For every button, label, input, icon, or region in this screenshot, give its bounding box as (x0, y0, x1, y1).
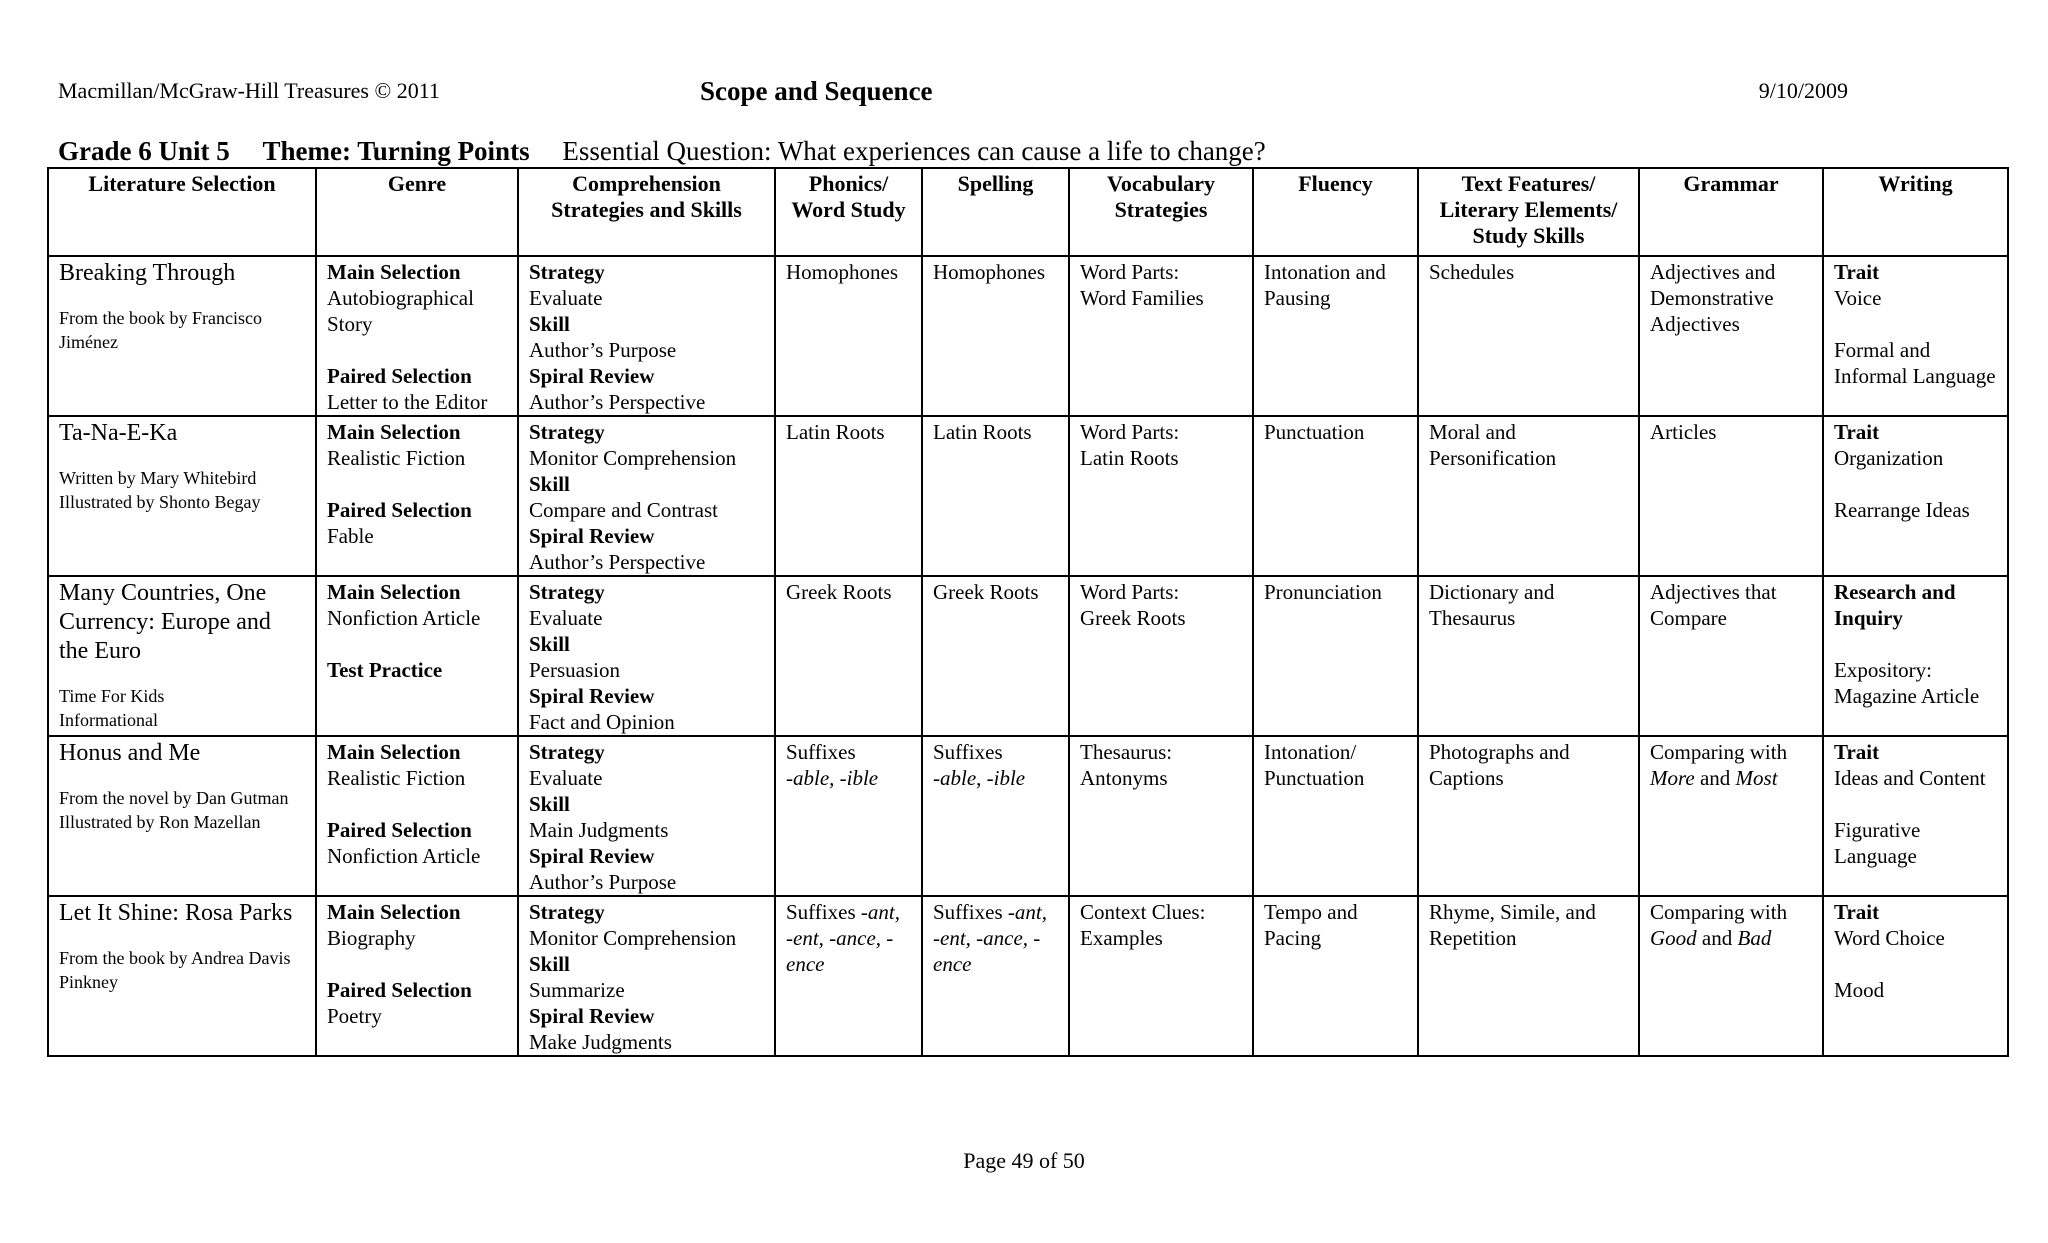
trait-value: Word Choice (1834, 926, 1945, 950)
grammar-and: and (1699, 766, 1731, 790)
literature-cell (48, 256, 316, 416)
comprehension-cell (518, 896, 775, 1056)
col-header-comprehension: Comprehension Strategies and Skills (518, 168, 775, 256)
spelling-cell: Latin Roots (922, 416, 1069, 576)
illustrator-credit: Illustrated by Ron Mazellan (59, 812, 261, 832)
spiral-review-value: Author’s Purpose (529, 870, 677, 894)
skill-value: Main Judgments (529, 818, 669, 842)
spiral-review-label: Spiral Review (529, 844, 655, 868)
phonics-cell: Homophones (775, 256, 922, 416)
selection-credit (59, 684, 305, 732)
vocab-line-1: Word Parts: (1080, 420, 1180, 444)
vocabulary-cell (1069, 576, 1253, 736)
writing-extra: Expository: Magazine Article (1834, 658, 1980, 708)
main-genre: Biography (327, 926, 416, 950)
genre-credit: Informational (59, 710, 158, 730)
trait-value: Ideas and Content (1834, 766, 1986, 790)
trait-label: Trait (1834, 260, 1880, 284)
strategy-label: Strategy (529, 260, 605, 284)
phonics-cell: Greek Roots (775, 576, 922, 736)
spiral-review-label: Spiral Review (529, 684, 655, 708)
trait-value: Voice (1834, 286, 1882, 310)
main-selection-label: Main Selection (327, 420, 461, 444)
col-header-phonics: Phonics/ Word Study (775, 168, 922, 256)
text-features-cell: Photographs and Captions (1418, 736, 1639, 896)
main-selection-label: Main Selection (327, 900, 461, 924)
spelling-line-1: Suffixes (933, 900, 1003, 924)
selection-title: Breaking Through (59, 260, 236, 286)
grammar-cell (1639, 736, 1823, 896)
test-practice-label: Test Practice (327, 658, 443, 682)
source-credit: Time For Kids (59, 686, 165, 706)
paired-genre: Fable (327, 524, 374, 548)
phonics-cell (775, 736, 922, 896)
spelling-cell: Homophones (922, 256, 1069, 416)
table-row (48, 896, 2008, 1056)
skill-label: Skill (529, 952, 570, 976)
grammar-word-1: Good (1650, 926, 1697, 950)
spiral-review-label: Spiral Review (529, 524, 655, 548)
comprehension-cell (518, 416, 775, 576)
grammar-word-2: Most (1735, 766, 1778, 790)
grammar-line-2 (1650, 765, 1812, 791)
trait-value: Organization (1834, 446, 1944, 470)
selection-credit: From the book by Francisco Jiménez (59, 308, 262, 352)
literature-cell (48, 736, 316, 896)
spelling-line-2: -ant, -ent, -ance, -ence (933, 900, 1047, 976)
main-selection-label: Main Selection (327, 260, 461, 284)
genre-cell (316, 256, 518, 416)
col-header-spelling: Spelling (922, 168, 1069, 256)
genre-cell (316, 736, 518, 896)
main-selection-label: Main Selection (327, 580, 461, 604)
genre-cell (316, 576, 518, 736)
skill-label: Skill (529, 792, 570, 816)
grammar-cell (1639, 896, 1823, 1056)
writing-cell (1823, 896, 2008, 1056)
header-row (48, 168, 2008, 256)
vocab-line-2: Antonyms (1080, 766, 1168, 790)
skill-label: Skill (529, 312, 570, 336)
genre-cell (316, 896, 518, 1056)
strategy-label: Strategy (529, 900, 605, 924)
selection-title: Ta-Na-E-Ka (59, 420, 178, 446)
publisher-line: Macmillan/McGraw-Hill Treasures © 2011 (58, 78, 440, 103)
vocab-line-1: Context Clues: (1080, 900, 1206, 924)
fluency-cell: Intonation/ Punctuation (1253, 736, 1418, 896)
phonics-line-1: Suffixes (786, 900, 856, 924)
text-features-cell: Schedules (1418, 256, 1639, 416)
paired-genre: Poetry (327, 1004, 382, 1028)
literature-cell (48, 896, 316, 1056)
col-header-fluency: Fluency (1253, 168, 1418, 256)
paired-genre: Nonfiction Article (327, 844, 481, 868)
vocab-line-2: Greek Roots (1080, 606, 1186, 630)
trait-label: Trait (1834, 420, 1880, 444)
selection-title: Honus and Me (59, 740, 201, 766)
essential-question: Essential Question: What experiences can cause a life to change? (562, 136, 1266, 166)
writing-cell (1823, 416, 2008, 576)
spiral-review-value: Make Judgments (529, 1030, 672, 1054)
trait-label: Trait (1834, 900, 1880, 924)
grammar-word-1: More (1650, 766, 1695, 790)
spelling-line-1: Suffixes (933, 740, 1003, 764)
writing-extra: Figurative Language (1834, 818, 1921, 868)
vocab-line-2: Examples (1080, 926, 1163, 950)
selection-title: Let It Shine: Rosa Parks (59, 900, 293, 926)
phonics-cell: Latin Roots (775, 416, 922, 576)
writing-extra: Formal and Informal Language (1834, 338, 1996, 388)
spelling-line-2: -able, -ible (933, 766, 1026, 790)
vocabulary-cell (1069, 736, 1253, 896)
grammar-and: and (1701, 926, 1733, 950)
selection-credit (59, 466, 305, 514)
grammar-cell: Adjectives and Demonstrative Adjectives (1639, 256, 1823, 416)
phonics-line-2: -ant, -ent, -ance, -ence (786, 900, 900, 976)
col-header-literature: Literature Selection (48, 168, 316, 256)
grammar-cell: Adjectives that Compare (1639, 576, 1823, 736)
page-number: Page 49 of 50 (963, 1148, 1085, 1173)
spiral-review-label: Spiral Review (529, 1004, 655, 1028)
writing-cell (1823, 736, 2008, 896)
grammar-word-2: Bad (1737, 926, 1772, 950)
genre-cell (316, 416, 518, 576)
selection-credit (59, 786, 305, 834)
writing-extra: Mood (1834, 978, 1885, 1002)
paired-selection-label: Paired Selection (327, 818, 472, 842)
fluency-cell: Pronunciation (1253, 576, 1418, 736)
vocabulary-cell (1069, 896, 1253, 1056)
research-inquiry-label: Research and Inquiry (1834, 580, 1956, 630)
main-genre: Realistic Fiction (327, 446, 466, 470)
skill-value: Author’s Purpose (529, 338, 677, 362)
table-row (48, 576, 2008, 736)
vocabulary-cell (1069, 256, 1253, 416)
strategy-label: Strategy (529, 580, 605, 604)
paired-genre: Letter to the Editor (327, 390, 488, 414)
strategy-label: Strategy (529, 420, 605, 444)
text-features-cell: Rhyme, Simile, and Repetition (1418, 896, 1639, 1056)
main-selection-label: Main Selection (327, 740, 461, 764)
grammar-cell: Articles (1639, 416, 1823, 576)
scope-sequence-table (47, 167, 2009, 1057)
col-header-vocabulary: Vocabulary Strategies (1069, 168, 1253, 256)
author-credit: Written by Mary Whitebird (59, 468, 257, 488)
spiral-review-label: Spiral Review (529, 364, 655, 388)
comprehension-cell (518, 256, 775, 416)
vocab-line-1: Thesaurus: (1080, 740, 1173, 764)
vocabulary-cell (1069, 416, 1253, 576)
main-genre: Nonfiction Article (327, 606, 481, 630)
document-date: 9/10/2009 (1758, 78, 1848, 103)
phonics-line-2: -able, -ible (786, 766, 879, 790)
skill-label: Skill (529, 472, 570, 496)
vocab-line-2: Latin Roots (1080, 446, 1179, 470)
spelling-cell: Greek Roots (922, 576, 1069, 736)
main-genre: Realistic Fiction (327, 766, 466, 790)
selection-credit: From the book by Andrea Davis Pinkney (59, 948, 291, 992)
spiral-review-value: Author’s Perspective (529, 390, 706, 414)
grammar-line-1: Comparing with (1650, 900, 1788, 924)
grammar-line-2 (1650, 925, 1812, 951)
text-features-cell: Dictionary and Thesaurus (1418, 576, 1639, 736)
col-header-text-features: Text Features/ Literary Elements/ Study Skills (1418, 168, 1639, 256)
vocab-line-2: Word Families (1080, 286, 1204, 310)
grade-label: Grade 6 (58, 136, 152, 166)
skill-value: Compare and Contrast (529, 498, 718, 522)
table-row (48, 416, 2008, 576)
col-header-genre: Genre (316, 168, 518, 256)
comprehension-cell (518, 736, 775, 896)
strategy-value: Evaluate (529, 606, 603, 630)
strategy-value: Evaluate (529, 766, 603, 790)
fluency-cell: Tempo and Pacing (1253, 896, 1418, 1056)
phonics-cell (775, 896, 922, 1056)
paired-selection-label: Paired Selection (327, 498, 472, 522)
paired-selection-label: Paired Selection (327, 364, 472, 388)
strategy-value: Monitor Comprehension (529, 926, 737, 950)
literature-cell (48, 576, 316, 736)
phonics-line-1: Suffixes (786, 740, 856, 764)
strategy-label: Strategy (529, 740, 605, 764)
illustrator-credit: Illustrated by Shonto Begay (59, 492, 261, 512)
fluency-cell: Intonation and Pausing (1253, 256, 1418, 416)
spiral-review-value: Fact and Opinion (529, 710, 675, 734)
vocab-line-1: Word Parts: (1080, 260, 1180, 284)
writing-cell (1823, 256, 2008, 416)
col-header-grammar: Grammar (1639, 168, 1823, 256)
skill-value: Persuasion (529, 658, 620, 682)
strategy-value: Evaluate (529, 286, 603, 310)
trait-label: Trait (1834, 740, 1880, 764)
skill-value: Summarize (529, 978, 625, 1002)
spiral-review-value: Author’s Perspective (529, 550, 706, 574)
document-title: Scope and Sequence (700, 76, 933, 106)
spelling-cell (922, 736, 1069, 896)
text-features-cell: Moral and Personification (1418, 416, 1639, 576)
vocab-line-1: Word Parts: (1080, 580, 1180, 604)
writing-cell (1823, 576, 2008, 736)
unit-label: Unit 5 (158, 136, 230, 166)
unit-heading (58, 136, 1266, 167)
spelling-cell (922, 896, 1069, 1056)
grammar-line-1: Comparing with (1650, 740, 1788, 764)
main-genre: Autobiographical Story (327, 286, 474, 336)
fluency-cell: Punctuation (1253, 416, 1418, 576)
writing-extra: Rearrange Ideas (1834, 498, 1970, 522)
comprehension-cell (518, 576, 775, 736)
selection-title: Many Countries, One Currency: Europe and the Euro (59, 580, 271, 664)
paired-selection-label: Paired Selection (327, 978, 472, 1002)
author-credit: From the novel by Dan Gutman (59, 788, 289, 808)
strategy-value: Monitor Comprehension (529, 446, 737, 470)
col-header-writing: Writing (1823, 168, 2008, 256)
table-row (48, 256, 2008, 416)
literature-cell (48, 416, 316, 576)
table-row (48, 736, 2008, 896)
theme-label: Theme: Turning Points (262, 136, 530, 166)
skill-label: Skill (529, 632, 570, 656)
